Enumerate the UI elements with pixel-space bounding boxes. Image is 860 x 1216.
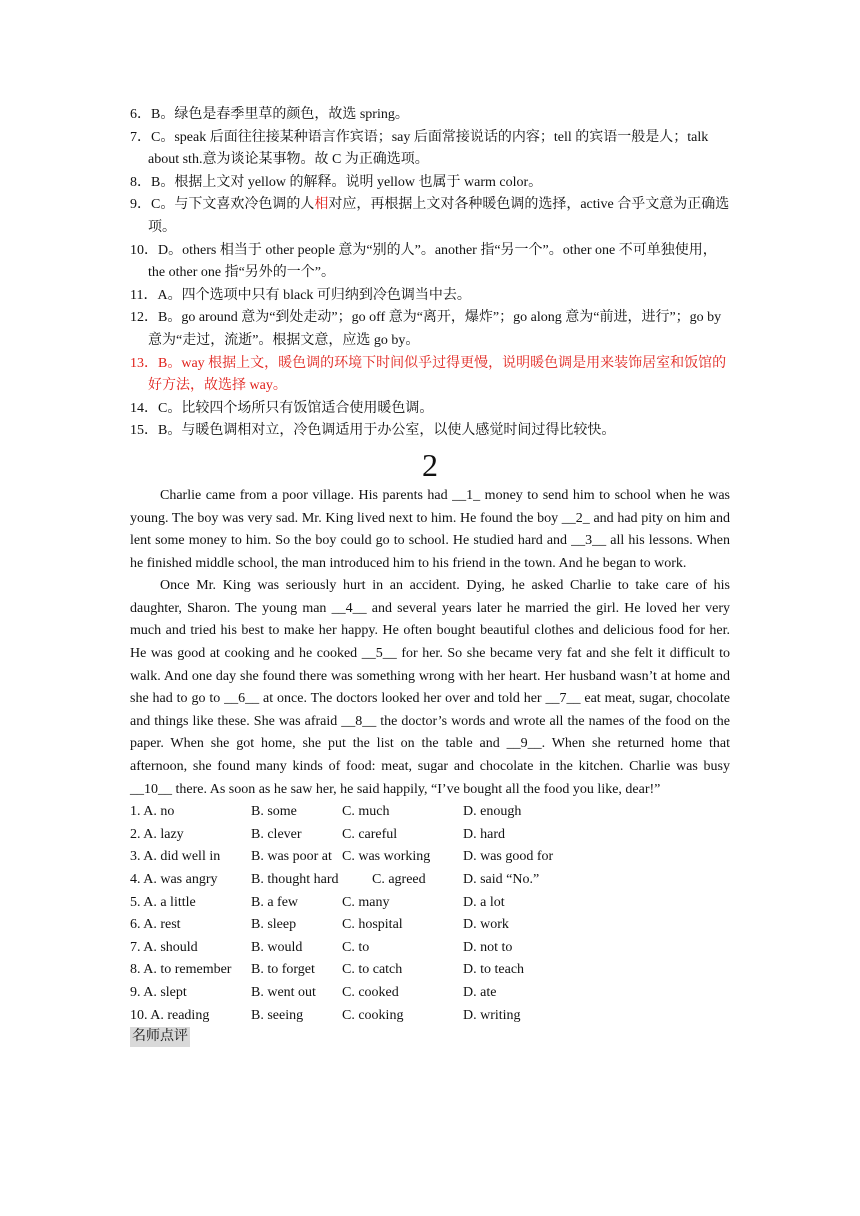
answer-6: 6．B。绿色是春季里草的颜色，故选 spring。: [130, 107, 409, 122]
option-b: B. to forget: [251, 962, 315, 978]
answer-10: 10．D。others 相当于 other people 意为“别的人”。another 指“另一个”。other one 不可单独使用，the other one 指“另外的一个”。: [130, 242, 717, 281]
teacher-comment-label: 名师点评: [130, 1027, 190, 1047]
answer-13: 13．B。way 根据上文，暖色调的环境下时间似乎过得更慢，说明暖色调是用来装饰居室和饭馆的好方法，故选择 way。: [130, 355, 727, 394]
option-b: B. went out: [251, 984, 316, 1000]
option-row: [130, 914, 730, 937]
option-c: C. cooked: [342, 984, 399, 1000]
passage-paragraph-1: Charlie came from a poor village. His parents had __1_ money to send him to school when he was young. The boy was very sad. Mr. King lived next to him. He found the boy __2_ and had pity on him and lent some money to him. So the boy could go to school. He studied hard and __3__ all his lessons. When he finished middle school, the man introduced him to his friend in the town. And he began to work.: [130, 487, 730, 571]
option-b: B. seeing: [251, 1007, 304, 1023]
option-a: 9. A. slept: [130, 984, 187, 1000]
option-c: C. careful: [342, 826, 398, 842]
document-page: [130, 104, 730, 1047]
answer-11: 11．A。四个选项中只有 black 可归纳到冷色调当中去。: [130, 287, 471, 303]
option-a: 1. A. no: [130, 804, 175, 820]
option-c: C. cooking: [342, 1007, 404, 1023]
option-row: [130, 801, 730, 824]
option-d: D. not to: [463, 939, 513, 955]
answer-9-part-c: 对应，再根据上文对各种暖色调的选择，active 合乎文意为正确选项。: [148, 197, 730, 235]
option-a: 6. A. rest: [130, 917, 181, 933]
option-d: D. writing: [463, 1007, 521, 1023]
answer-9-part-a: 9．C。与下文喜欢冷色调的人: [130, 197, 315, 213]
answer-15: 15．B。与暖色调相对立，冷色调适用于办公室，以使人感觉时间过得比较快。: [130, 423, 616, 439]
option-a: 10. A. reading: [130, 1007, 210, 1023]
option-b: B. some: [251, 804, 297, 820]
section-heading: 2: [422, 446, 438, 483]
option-row: [130, 892, 730, 915]
option-d: D. enough: [463, 804, 522, 820]
answer-8: 8．B。根据上文对 yellow 的解释。说明 yellow 也属于 warm color。: [130, 174, 543, 190]
cloze-passage: [130, 485, 730, 801]
option-d: D. said “No.”: [463, 872, 540, 887]
option-row: [130, 1005, 730, 1028]
passage-paragraph-2: Once Mr. King was seriously hurt in an accident. Dying, he asked Charlie to take care of his daughter, Sharon. The young man __4__ and several years later he married the girl. He loved her very much and tried his best to make her happy. He often bought beautiful clothes and delicious food for her. He was good at cooking and he cooked __5__ for her. So she became very fat and she felt it difficult to walk. And one day she found there was something wrong with her heart. Her husband wasn’t at home and she had to go to __6__ at once. The doctors looked her over and told her __7__ eat meat, sugar, chocolate and things like these. She was afraid __8__ the doctor’s words and wrote all the names of the food on the paper. When she got home, she put the list on the table and __9__. When she returned home that afternoon, she found many kinds of food: meat, sugar and chocolate in the kitchen. Charlie was busy __10__ there. As soon as he saw her, he said happily, “I’ve bought all the food you like, dear!”: [130, 578, 730, 797]
option-c: C. to: [342, 939, 370, 955]
option-a: 7. A. should: [130, 939, 198, 955]
option-d: D. hard: [463, 826, 505, 842]
options-list: [130, 801, 730, 1027]
option-a: 4. A. was angry: [130, 872, 218, 887]
option-c: C. was working: [342, 849, 431, 865]
option-c: C. to catch: [342, 962, 403, 978]
answer-14: 14．C。比较四个场所只有饭馆适合使用暖色调。: [130, 400, 434, 416]
answer-9: [130, 194, 730, 239]
option-row: [130, 869, 730, 892]
option-b: B. a few: [251, 894, 299, 910]
option-row: [130, 824, 730, 847]
answer-9-highlight: 相: [314, 197, 329, 213]
option-d: D. work: [463, 917, 509, 933]
option-a: 8. A. to remember: [130, 962, 232, 978]
option-b: B. thought hard: [251, 872, 339, 887]
option-d: D. to teach: [463, 962, 525, 978]
option-d: D. a lot: [463, 894, 505, 910]
option-b: B. clever: [251, 826, 302, 842]
option-row: [130, 937, 730, 960]
option-a: 2. A. lazy: [130, 826, 184, 842]
option-a: 3. A. did well in: [130, 849, 221, 865]
option-d: D. ate: [463, 984, 497, 1000]
option-c: C. much: [342, 804, 390, 820]
option-row: [130, 959, 730, 982]
answer-key: [130, 104, 730, 443]
option-c: C. agreed: [372, 872, 426, 887]
option-c: C. many: [342, 894, 390, 910]
option-b: B. sleep: [251, 917, 297, 933]
option-a: 5. A. a little: [130, 894, 196, 910]
option-b: B. would: [251, 939, 303, 955]
option-row: [130, 982, 730, 1005]
answer-7: 7．C。speak 后面往往接某种语言作宾语；say 后面常接说话的内容；tell 的宾语一般是人；talk about sth.意为谈论某事物。故 C 为正确选项。: [130, 129, 709, 168]
option-row: [130, 846, 730, 869]
option-c: C. hospital: [342, 917, 403, 933]
option-d: D. was good for: [463, 849, 554, 865]
answer-12: 12．B。go around 意为“到处走动”；go off 意为“离开，爆炸”；go along 意为“前进，进行”；go by 意为“走过，流逝”。根据文意，应选 go by。: [130, 310, 722, 348]
option-b: B. was poor at: [251, 849, 332, 865]
